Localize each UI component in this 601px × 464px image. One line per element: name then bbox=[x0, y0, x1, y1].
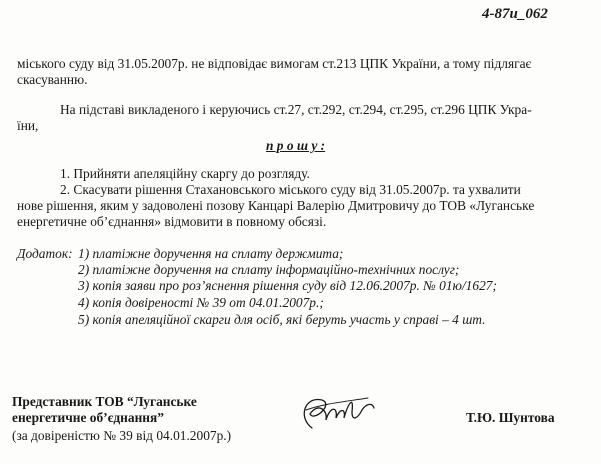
body-line-2: скасуванню. bbox=[17, 72, 88, 87]
attachment-item-5: 5) копія апеляційної скарги для осіб, які беруть участь у справі – 4 шт. bbox=[78, 312, 486, 327]
handwritten-signature bbox=[292, 388, 378, 434]
request-item-1: 1. Прийняти апеляційну скаргу до розгляду. bbox=[60, 166, 310, 181]
representative-line-3: (за довіреністю № 39 від 04.01.2007р.) bbox=[12, 428, 232, 443]
body-line-1: міського суду від 31.05.2007р. не відповідає вимогам ст.213 ЦПК України, а тому підлягає bbox=[17, 56, 532, 71]
attachment-item-1: 1) платіжне доручення на сплату держмита; bbox=[78, 246, 344, 261]
attachment-item-3: 3) копія заяви про роз’яснення рішення суду від 12.06.2007р. № 01ю/1627; bbox=[78, 278, 497, 293]
representative-line-1: Представник ТОВ “Луганське bbox=[12, 394, 197, 409]
body-line-3: На підставі викладеного і керуючись ст.27, ст.292, ст.294, ст.295, ст.296 ЦПК Укра- bbox=[60, 102, 532, 117]
attachment-item-2: 2) платіжне доручення на сплату інформаційно-технічних послуг; bbox=[78, 262, 460, 277]
request-item-2a: 2. Скасувати рішення Стахановського міського суду від 31.05.2007р. та ухвалити bbox=[60, 182, 521, 197]
document-code: 4-87и_062 bbox=[482, 6, 548, 22]
request-item-2b: нове рішення, яким у задоволені позову Канцарі Валерію Дмитровичу до ТОВ «Луганське bbox=[17, 198, 535, 213]
representative-line-2: енергетичне об’єднання” bbox=[12, 410, 164, 425]
request-heading: п р о ш у : bbox=[266, 138, 326, 153]
request-item-2c: енергетичне об’єднання» відмовити в повному обсязі. bbox=[17, 214, 327, 229]
attachment-item-4: 4) копія довіреності № 39 от 04.01.2007р.; bbox=[78, 295, 324, 310]
signatory-name: Т.Ю. Шунтова bbox=[466, 410, 555, 425]
attachments-label: Додаток: bbox=[17, 246, 73, 261]
body-line-4: їни, bbox=[17, 118, 39, 133]
